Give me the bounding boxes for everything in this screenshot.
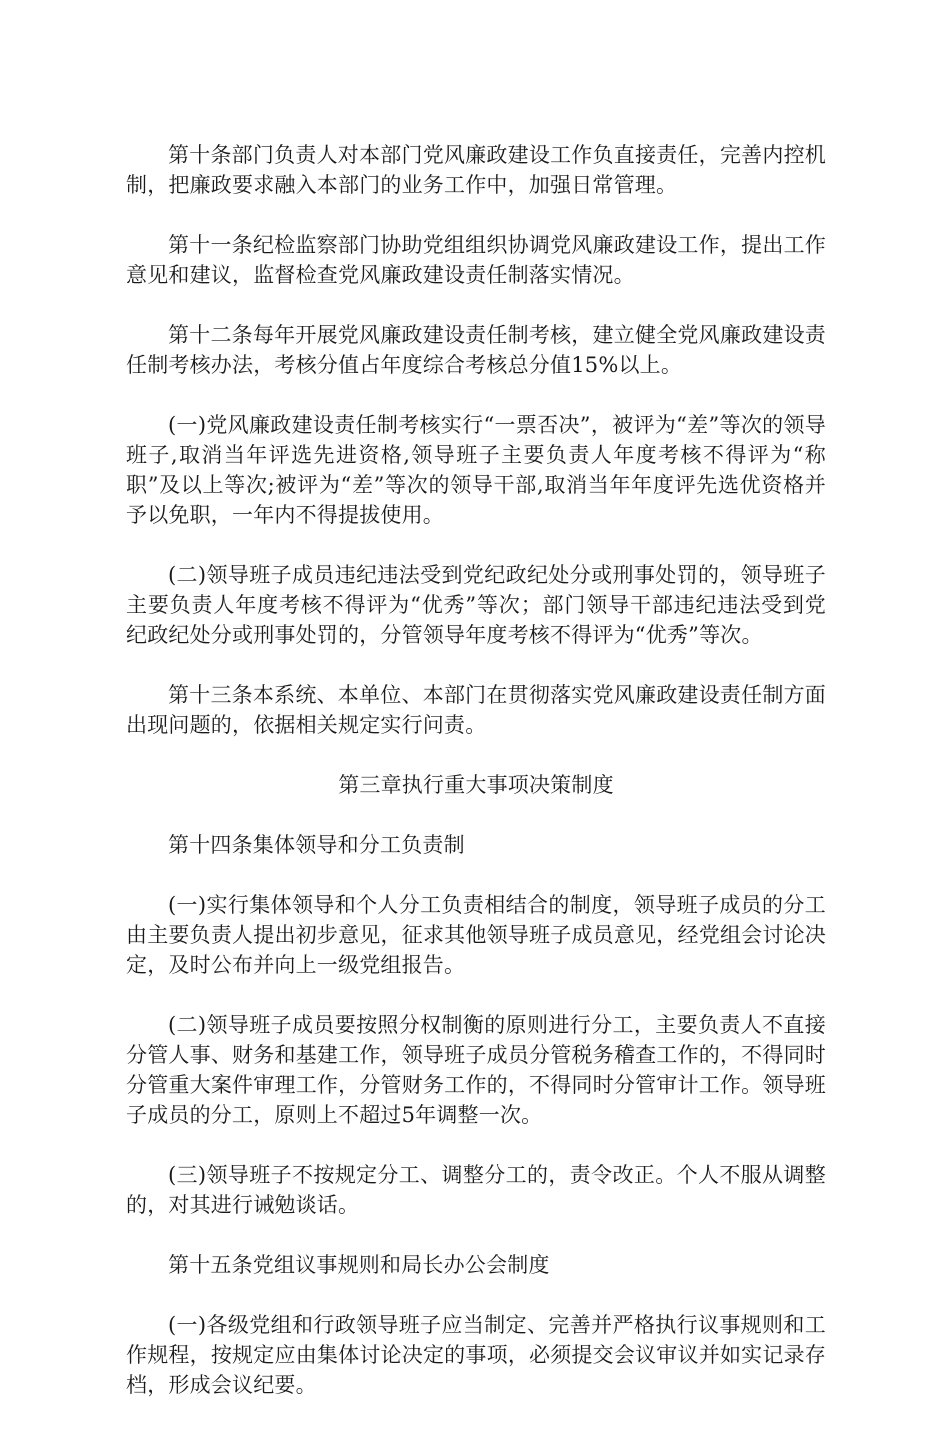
article-12-item-1: (一)党风廉政建设责任制考核实行“一票否决”，被评为“差”等次的领导班子,取消当年评选先进资格,领导班子主要负责人年度考核不得评为“称职”及以上等次;被评为“差”等次的领导干部,取消当年年度评先选优资格并予以免职，一年内不得提拔使用。 (126, 413, 826, 527)
article-14-item-2: (二)领导班子成员要按照分权制衡的原则进行分工，主要负责人不直接分管人事、财务和基建工作，领导班子成员分管税务稽查工作的，不得同时分管重大案件审理工作，分管财务工作的，不得同时分管审计工作。领导班子成员的分工，原则上不超过5年调整一次。 (126, 1013, 826, 1127)
article-11: 第十一条纪检监察部门协助党组组织协调党风廉政建设工作，提出工作意见和建议，监督检查党风廉政建设责任制落实情况。 (126, 233, 826, 287)
article-10: 第十条部门负责人对本部门党风廉政建设工作负直接责任，完善内控机制，把廉政要求融入本部门的业务工作中，加强日常管理。 (126, 143, 826, 197)
article-14-item-1: (一)实行集体领导和个人分工负责相结合的制度，领导班子成员的分工由主要负责人提出初步意见，征求其他领导班子成员意见，经党组会讨论决定，及时公布并向上一级党组报告。 (126, 893, 826, 977)
article-15: 第十五条党组议事规则和局长办公会制度 (168, 1253, 550, 1277)
chapter-3-heading: 第三章执行重大事项决策制度 (338, 773, 614, 797)
article-13: 第十三条本系统、本单位、本部门在贯彻落实党风廉政建设责任制方面出现问题的，依据相关规定实行问责。 (126, 683, 826, 737)
article-12-item-2: (二)领导班子成员违纪违法受到党纪政纪处分或刑事处罚的，领导班子主要负责人年度考核不得评为“优秀”等次；部门领导干部违纪违法受到党纪政纪处分或刑事处罚的，分管领导年度考核不得评为“优秀”等次。 (126, 563, 826, 647)
document-body (126, 140, 826, 1430)
article-12: 第十二条每年开展党风廉政建设责任制考核，建立健全党风廉政建设责任制考核办法，考核分值占年度综合考核总分值15%以上。 (126, 323, 826, 377)
article-14: 第十四条集体领导和分工负责制 (168, 833, 465, 857)
article-15-item-1: (一)各级党组和行政领导班子应当制定、完善并严格执行议事规则和工作规程，按规定应由集体讨论决定的事项，必须提交会议审议并如实记录存档，形成会议纪要。 (126, 1313, 826, 1397)
article-14-item-3: (三)领导班子不按规定分工、调整分工的，责令改正。个人不服从调整的，对其进行诫勉谈话。 (126, 1163, 826, 1217)
